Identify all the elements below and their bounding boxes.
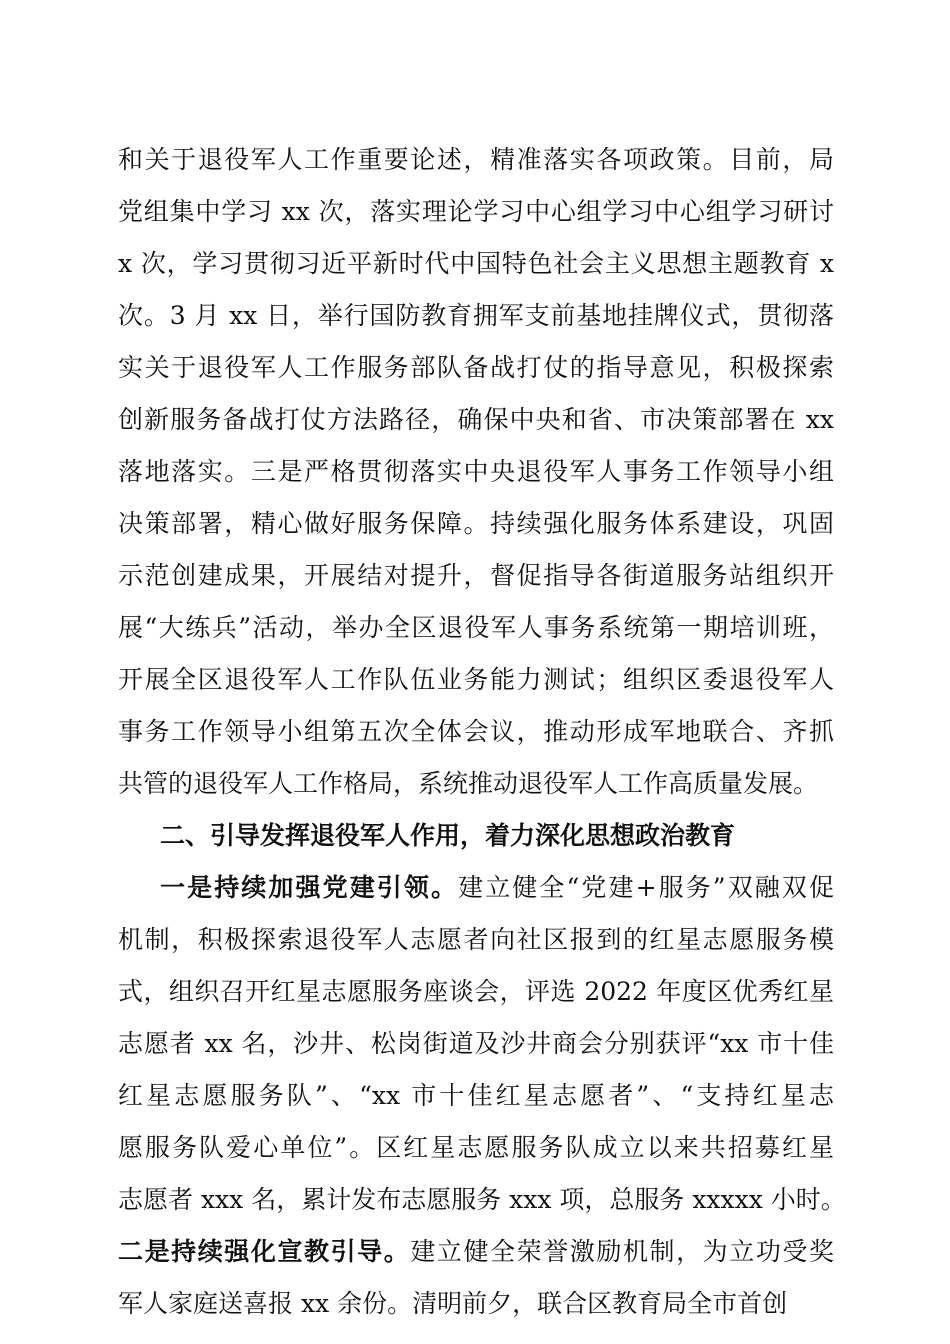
section-heading: 二、引导发挥退役军人作用，着力深化思想政治教育 [160, 821, 736, 850]
paragraph-line: 示范创建成果，开展结对提升，督促指导各街道服务站组织开 [118, 561, 834, 590]
paragraph-line: 红星志愿服务队”、“xx 市十佳红星志愿者”、“支持红星志 [118, 1081, 834, 1110]
paragraph-first-line [160, 870, 834, 906]
paragraph-line: 志愿者 xxx 名，累计发布志愿服务 xxx 项，总服务 xxxxx 小时。 [118, 1185, 846, 1214]
paragraph-line: 愿服务队爱心单位”。区红星志愿服务队成立以来共招募红星 [118, 1133, 834, 1162]
paragraph-line: 志愿者 xx 名，沙井、松岗街道及沙井商会分别获评“xx 市十佳 [118, 1029, 834, 1058]
paragraph-line: 创新服务备战打仗方法路径，确保中央和省、市决策部署在 xx [118, 405, 834, 434]
paragraph-line: 式，组织召开红星志愿服务座谈会，评选 2022 年度区优秀红星 [118, 977, 834, 1006]
paragraph-line: 党组集中学习 xx 次，落实理论学习中心组学习中心组学习研讨 [118, 197, 834, 226]
paragraph-line: 开展全区退役军人工作队伍业务能力测试；组织区委退役军人 [118, 665, 834, 694]
paragraph-lead-rest: 建立健全“党建+服务”双融双促 [458, 873, 834, 902]
paragraph-line: 展“大练兵”活动，举办全区退役军人事务系统第一期培训班， [118, 613, 834, 642]
paragraph-line: 事务工作领导小组第五次全体会议，推动形成军地联合、齐抓 [118, 717, 834, 746]
paragraph-line: 落地落实。三是严格贯彻落实中央退役军人事务工作领导小组 [118, 457, 834, 486]
paragraph-lead-rest: 建立健全荣誉激励机制，为立功受奖 [410, 1237, 834, 1266]
paragraph-line: 共管的退役军人工作格局，系统推动退役军人工作高质量发展。 [118, 769, 819, 798]
paragraph-line: 军人家庭送喜报 xx 余份。清明前夕，联合区教育局全市首创 [118, 1289, 788, 1318]
paragraph-line: 决策部署，精心做好服务保障。持续强化服务体系建设，巩固 [118, 509, 834, 538]
paragraph-line: 机制，积极探索退役军人志愿者向社区报到的红星志愿服务模 [118, 925, 834, 954]
paragraph-line: 次。3 月 xx 日，举行国防教育拥军支前基地挂牌仪式，贯彻落 [118, 301, 834, 330]
paragraph-line: x 次，学习贯彻习近平新时代中国特色社会主义思想主题教育 x [118, 249, 834, 278]
paragraph-first-line [118, 1234, 834, 1270]
paragraph-line: 和关于退役军人工作重要论述，精准落实各项政策。目前，局 [118, 145, 834, 174]
paragraph-lead-bold: 二是持续强化宣教引导。 [118, 1237, 411, 1266]
paragraph-lead-bold: 一是持续加强党建引领。 [160, 873, 459, 902]
paragraph-line: 实关于退役军人工作服务部队备战打仗的指导意见，积极探索 [118, 353, 834, 382]
